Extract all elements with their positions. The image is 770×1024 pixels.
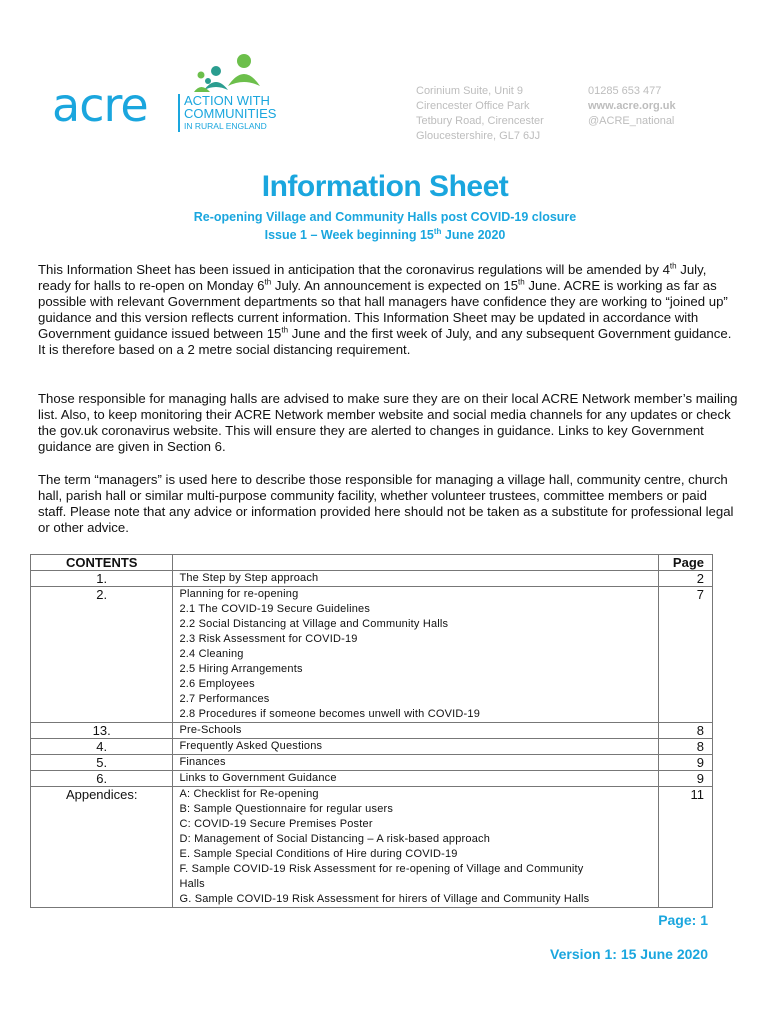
section-line[interactable]: Frequently Asked Questions [179,740,323,752]
section-line[interactable]: Halls [179,878,205,890]
section-description [173,771,658,787]
address-line: Gloucestershire, GL7 6JJ [416,130,541,142]
section-description [173,571,658,587]
section-description [173,739,658,755]
contents-row [31,787,713,908]
section-line[interactable]: 2.2 Social Distancing at Village and Community Halls [179,618,449,630]
section-line[interactable]: 2.7 Performances [179,693,270,705]
paragraph-text: July, ready for halls to re-open on Monday 6 [38,262,707,293]
section-page-number [658,723,712,739]
section-number [31,755,173,771]
contents-row [31,587,713,723]
section-line[interactable]: F. Sample COVID-19 Risk Assessment for re-opening of Village and Community [179,863,584,875]
section-number [31,587,173,723]
section-number [31,723,173,739]
address-line: Cirencester Office Park [416,100,530,112]
section-number [31,571,173,587]
logo-tag-line2: COMMUNITIES [184,106,277,121]
contact-details [588,84,676,129]
section-page-text: 9 [696,755,704,770]
section-number-text: 5. [96,755,108,770]
ordinal-suffix: th [264,277,272,287]
address-line: Corinium Suite, Unit 9 [416,85,523,97]
mailing-list-paragraph: Those responsible for managing halls are advised to make sure they are on their local ACRE Network member’s mailing list. Also, to keep monitoring their ACRE Network member website and social media channels for any updates or check the gov.uk coronavirus website. This will ensure they are alerted to changes in guidance. Links to key Government guidance are given in Section 6. [38,391,738,454]
logo-tag-line1: ACTION WITH [184,93,270,108]
section-page-number [658,771,712,787]
section-page-number [658,755,712,771]
community-figures-icon [192,52,282,97]
section-line[interactable]: 2.5 Hiring Arrangements [179,663,303,675]
section-line[interactable]: 2.6 Employees [179,678,255,690]
managers-definition-paragraph: The term “managers” is used here to describe those responsible for managing a village hall, community centre, church hall, parish hall or similar multi-purpose community facility, whether volunteer trustees, committee members or paid staff. Please note that any advice or information provided here should not be taken as a substitute for professional legal or other advice. [38,472,734,535]
logo-wordmark: acre [52,78,148,132]
subtitle-topic: Re-opening Village and Community Halls post COVID-19 closure [193,210,577,224]
logo-tagline [178,94,276,132]
footer-version: Version 1: 15 June 2020 [550,946,708,962]
section-line[interactable]: B: Sample Questionnaire for regular users [179,803,394,815]
logo-tag-line3: IN RURAL ENGLAND [184,121,267,131]
section-number-text: 2. [96,587,108,602]
page-header: Page [658,555,712,571]
contents-table [30,554,713,908]
contents-header-blank [173,555,658,571]
section-number [31,787,173,908]
paragraph-text: June and the first week of July, and any subsequent Government guidance. It is therefore based on a 2 metre social distancing requirement. [38,326,732,357]
section-page-text: 8 [696,739,704,754]
section-page-text: 7 [696,587,704,602]
twitter-handle[interactable]: @ACRE_national [588,115,675,127]
contents-row [31,723,713,739]
paragraph-text: July. An announcement is expected on 15 [271,278,519,293]
section-page-text: 2 [696,571,704,586]
section-line[interactable]: C: COVID-19 Secure Premises Poster [179,818,373,830]
section-number-text: 13. [92,723,111,738]
paragraph-text: June. ACRE is working as far as possible with relevant Government departments so that hall managers have confidence they are working to “joined up” guidance and this version reflects current information. This Information Sheet may be updated in accordance with Government guidance issued between 15 [38,278,728,341]
ordinal-suffix: th [669,261,677,271]
contents-row [31,739,713,755]
contents-row [31,571,713,587]
page-title: Information Sheet [261,170,509,203]
section-line[interactable]: 2.1 The COVID-19 Secure Guidelines [179,603,371,615]
section-page-text: 11 [690,787,704,802]
section-number-text: 6. [96,771,108,786]
ordinal-suffix: th [281,325,289,335]
section-line[interactable]: E. Sample Special Conditions of Hire during COVID-19 [179,848,458,860]
intro-paragraph [38,262,738,358]
section-line[interactable]: 2.8 Procedures if someone becomes unwell with COVID-19 [179,708,481,720]
footer-page-number: Page: 1 [658,912,708,928]
paragraph-text: This Information Sheet has been issued in anticipation that the coronavirus regulations will be amended by 4 [38,262,670,277]
section-line[interactable]: The Step by Step approach [179,572,319,584]
contents-header-row [31,555,713,571]
acre-logo [52,52,292,138]
section-number-text: Appendices: [65,787,138,802]
phone-number: 01285 653 477 [588,85,662,97]
ordinal-suffix: th [433,226,442,236]
subtitle-issue [0,228,770,242]
section-line[interactable]: 2.4 Cleaning [179,648,244,660]
section-page-number [658,587,712,723]
website-link[interactable]: www.acre.org.uk [588,100,676,112]
section-line[interactable]: Finances [179,756,226,768]
section-line[interactable]: Planning for re-opening [179,588,299,600]
section-description [173,787,658,908]
ordinal-suffix: th [518,277,525,287]
section-number-text: 4. [96,739,108,754]
section-line[interactable]: Links to Government Guidance [179,772,337,784]
section-page-number [658,739,712,755]
section-description [173,755,658,771]
section-page-text: 8 [696,723,704,738]
section-page-number [658,787,712,908]
section-description [173,723,658,739]
section-number-text: 1. [96,571,108,586]
section-page-number [658,571,712,587]
address-line: Tetbury Road, Cirencester [416,115,544,127]
section-page-text: 9 [696,771,704,786]
section-number [31,771,173,787]
section-line[interactable]: 2.3 Risk Assessment for COVID-19 [179,633,358,645]
contents-row [31,771,713,787]
section-description [173,587,658,723]
contents-row [31,755,713,771]
subtitle-issue-text: June 2020 [441,228,506,242]
office-address [416,84,544,144]
contents-header: CONTENTS [31,555,173,571]
section-number [31,739,173,755]
section-line[interactable]: A: Checklist for Re-opening [179,788,319,800]
section-line[interactable]: G. Sample COVID-19 Risk Assessment for hirers of Village and Community Halls [179,893,590,905]
section-line[interactable]: Pre-Schools [179,724,242,736]
section-line[interactable]: D: Management of Social Distancing – A risk-based approach [179,833,491,845]
subtitle-issue-text: Issue 1 – Week beginning 15 [264,228,434,242]
